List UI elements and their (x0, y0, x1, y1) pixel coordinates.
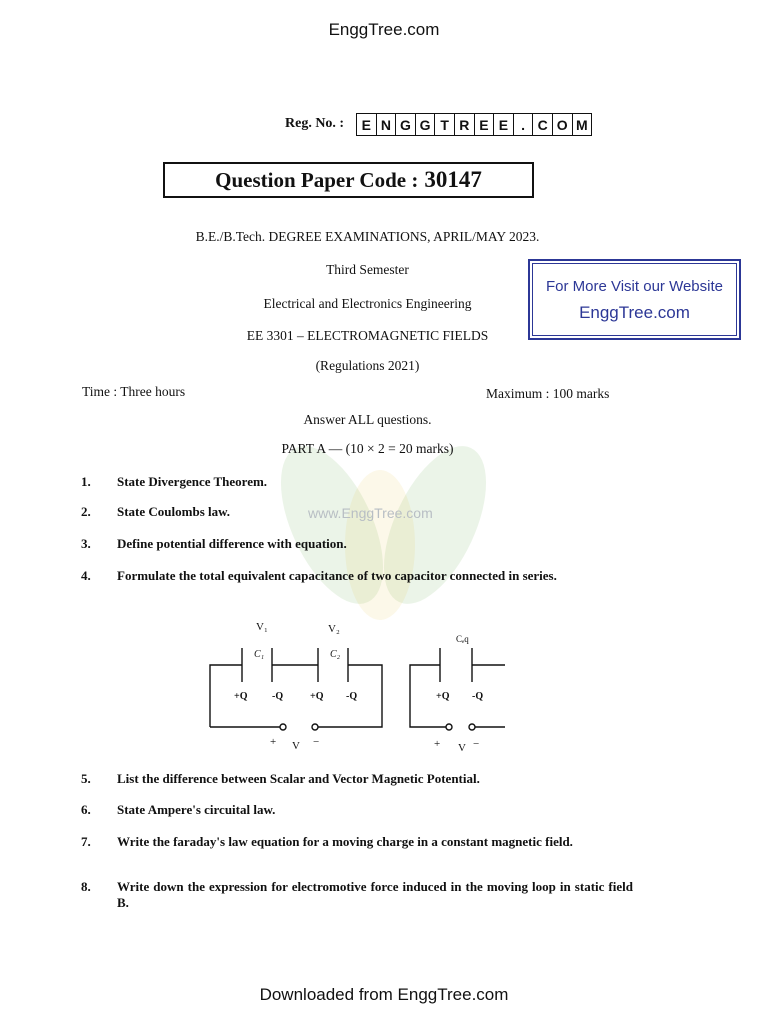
reg-no-label: Reg. No. : (285, 116, 345, 131)
terminal (469, 724, 475, 730)
terminal-minus-1: − (313, 736, 320, 748)
terminal-plus-2: + (434, 738, 441, 750)
reg-no-char-box: G (416, 114, 436, 135)
terminal (312, 724, 318, 730)
instruction: Answer ALL questions. (303, 412, 432, 427)
label-c2: C₂ (330, 649, 341, 660)
question-number: 5. (81, 771, 91, 786)
website-promo-box[interactable] (528, 259, 741, 340)
label-v1: V₁ (256, 621, 268, 633)
reg-no-char-box: M (575, 116, 588, 133)
reg-no-boxes (356, 113, 592, 136)
charge-minus-3: -Q (472, 691, 484, 702)
reg-no-char-box: E (475, 114, 495, 135)
question-text: Write down the expression for electromotive force induced in the moving loop in static field B. (117, 879, 633, 910)
terminal (280, 724, 286, 730)
question-text: State Coulombs law. (117, 504, 231, 519)
terminal-minus-2: − (473, 738, 480, 750)
charge-minus-2: -Q (346, 691, 358, 702)
label-v-2: V (458, 742, 466, 754)
question-text: Formulate the total equivalent capacitance of two capacitor connected in series. (117, 568, 557, 583)
question-paper-code-box (163, 162, 534, 198)
promo-line1: For More Visit our Website (545, 278, 723, 295)
site-header: EnggTree.com (328, 20, 440, 39)
charge-minus-1: -Q (272, 691, 284, 702)
label-ceq: Cₑq (456, 634, 469, 644)
qpc-code: 30147 (424, 167, 482, 192)
reg-no-char-box: G (396, 114, 416, 135)
terminal-plus-1: + (270, 736, 277, 748)
question-number: 3. (81, 536, 91, 551)
terminal (446, 724, 452, 730)
question-text: List the difference between Scalar and Vector Magnetic Potential. (117, 771, 480, 786)
question-text: State Divergence Theorem. (117, 474, 268, 489)
question-text: Define potential difference with equation. (117, 536, 347, 551)
reg-no-char-box: R (455, 114, 475, 135)
charge-plus-2: +Q (310, 691, 324, 702)
semester: Third Semester (326, 262, 409, 277)
exam-title: B.E./B.Tech. DEGREE EXAMINATIONS, APRIL/MAY 2023. (195, 229, 540, 244)
label-v2: V₂ (328, 623, 340, 635)
question-number: 7. (81, 834, 91, 849)
max-marks: Maximum : 100 marks (486, 386, 610, 401)
part-heading: PART A — (10 × 2 = 20 marks) (281, 441, 454, 456)
reg-no-char-box: T (435, 114, 455, 135)
branch: Electrical and Electronics Engineering (263, 296, 472, 311)
reg-no-char-box: E (494, 114, 514, 135)
qpc-label: Question Paper Code : (215, 167, 419, 192)
charge-plus-1: +Q (234, 691, 248, 702)
question-number: 2. (81, 504, 91, 519)
regulations: (Regulations 2021) (315, 358, 420, 373)
question-number: 4. (81, 568, 91, 583)
label-v-1: V (292, 740, 300, 752)
question-number: 1. (81, 474, 91, 489)
course: EE 3301 – ELECTROMAGNETIC FIELDS (246, 328, 489, 343)
question-number: 6. (81, 802, 91, 817)
question-text: State Ampere's circuital law. (117, 802, 276, 817)
question-text: Write the faraday's law equation for a moving charge in a constant magnetic field. (117, 834, 573, 849)
reg-no-char-box: E (357, 114, 377, 135)
reg-no-char-box: N (377, 114, 397, 135)
question-number: 8. (81, 879, 91, 894)
charge-plus-3: +Q (436, 691, 450, 702)
time-label: Time : Three hours (82, 384, 186, 399)
reg-no-char-box: C (533, 114, 553, 135)
site-footer: Downloaded from EnggTree.com (259, 985, 509, 1004)
label-c1: C₁ (254, 649, 265, 660)
reg-no-char-box: . (514, 114, 534, 135)
watermark-text: www.EnggTree.com (308, 505, 433, 521)
reg-no-char-box: O (553, 114, 573, 135)
promo-link[interactable]: EnggTree.com (579, 303, 690, 322)
capacitor-circuit-diagram (200, 612, 520, 762)
